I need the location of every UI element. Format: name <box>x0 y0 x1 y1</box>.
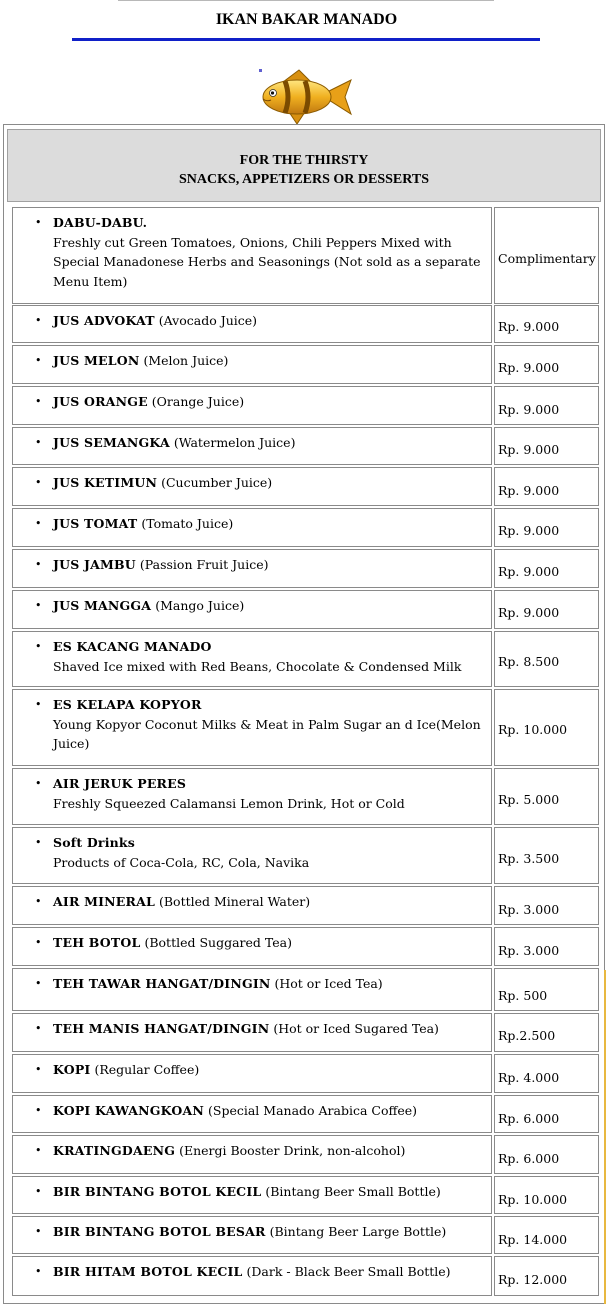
item-price-cell <box>494 886 599 925</box>
item-description-cell <box>12 689 492 766</box>
item-note: (Tomato Juice) <box>141 516 234 531</box>
item-price-cell <box>494 1176 599 1214</box>
item-description-cell <box>12 631 492 687</box>
item-description-cell <box>12 386 492 425</box>
item-price: Rp. 6.000 <box>498 1151 560 1166</box>
menu-item-row <box>12 689 599 766</box>
menu-item-row <box>12 1054 599 1093</box>
item-text <box>53 473 483 493</box>
item-description: Products of Coca-Cola, RC, Cola, Navika <box>53 854 310 870</box>
item-text <box>53 1182 483 1202</box>
item-price: Rp. 14.000 <box>498 1232 568 1247</box>
item-note: (Special Manado Arabica Coffee) <box>208 1103 418 1118</box>
menu-item-row <box>12 467 599 506</box>
section-heading-line-1: FOR THE THIRSTY <box>239 153 369 168</box>
item-price-cell <box>494 689 599 766</box>
item-price-cell <box>494 1256 599 1296</box>
item-text <box>53 774 483 813</box>
item-price: Rp. 8.500 <box>498 654 560 669</box>
item-text <box>53 596 483 616</box>
menu-item-row <box>12 549 599 588</box>
item-description-cell <box>12 1013 492 1052</box>
item-name: BIR BINTANG BOTOL KECIL <box>53 1184 262 1199</box>
item-name: Soft Drinks <box>53 835 136 850</box>
item-name: KRATINGDAENG <box>53 1143 176 1158</box>
page-title: IKAN BAKAR MANADO <box>215 11 398 28</box>
item-description-cell <box>12 827 492 884</box>
bullet-icon: • <box>35 1063 42 1076</box>
item-note: (Hot or Iced Tea) <box>274 976 383 991</box>
item-price-cell <box>494 386 599 425</box>
item-price: Rp.2.500 <box>498 1028 556 1043</box>
item-description-cell <box>12 427 492 465</box>
item-price: Rp. 3.000 <box>498 943 560 958</box>
bullet-icon: • <box>35 698 42 711</box>
item-price-cell <box>494 1216 599 1254</box>
menu-item-row <box>12 1095 599 1133</box>
item-price: Rp. 9.000 <box>498 442 560 457</box>
item-price-cell <box>494 467 599 506</box>
item-name: JUS KETIMUN <box>53 475 158 490</box>
item-text <box>53 213 483 291</box>
item-name: TEH MANIS HANGAT/DINGIN <box>53 1021 270 1036</box>
item-name: BIR BINTANG BOTOL BESAR <box>53 1224 266 1239</box>
item-price: Rp. 5.000 <box>498 792 560 807</box>
item-note: (Cucumber Juice) <box>161 475 273 490</box>
item-description-cell <box>12 886 492 925</box>
item-price-cell <box>494 207 599 304</box>
item-text <box>53 1141 483 1161</box>
item-name: TEH BOTOL <box>53 935 141 950</box>
item-text <box>53 1101 483 1121</box>
item-price-cell <box>494 631 599 687</box>
item-price: Rp. 9.000 <box>498 564 560 579</box>
bullet-icon: • <box>35 1225 42 1238</box>
item-description-cell <box>12 549 492 588</box>
section-heading-line-2: SNACKS, APPETIZERS OR DESSERTS <box>178 172 430 187</box>
item-note: (Mango Juice) <box>155 598 245 613</box>
item-name: AIR JERUK PERES <box>53 776 187 791</box>
item-price: Rp. 3.000 <box>498 902 560 917</box>
item-note: (Hot or Iced Sugared Tea) <box>273 1021 439 1036</box>
title-underline <box>72 38 540 41</box>
menu-item-row <box>12 631 599 687</box>
item-price: Rp. 9.000 <box>498 402 560 417</box>
item-note: (Bottled Mineral Water) <box>158 894 311 909</box>
item-description-cell <box>12 1095 492 1133</box>
item-description-cell <box>12 927 492 966</box>
item-name: JUS ADVOKAT <box>53 313 155 328</box>
menu-item-row <box>12 1216 599 1254</box>
menu-item-row <box>12 345 599 384</box>
item-text <box>53 1019 483 1039</box>
item-description-cell <box>12 768 492 825</box>
item-description-cell <box>12 1054 492 1093</box>
item-text <box>53 433 483 453</box>
item-description-cell <box>12 345 492 384</box>
bullet-icon: • <box>35 436 42 449</box>
item-price: Rp. 10.000 <box>498 1192 568 1207</box>
item-name: JUS ORANGE <box>53 394 148 409</box>
item-name: ES KACANG MANADO <box>53 639 212 654</box>
item-description-cell <box>12 1216 492 1254</box>
item-price-cell <box>494 508 599 547</box>
bullet-icon: • <box>35 1265 42 1278</box>
item-price-cell <box>494 305 599 343</box>
bullet-icon: • <box>35 936 42 949</box>
bullet-icon: • <box>35 1022 42 1035</box>
menu-item-row <box>12 768 599 825</box>
top-divider <box>118 0 494 1</box>
bullet-icon: • <box>35 1185 42 1198</box>
item-price-cell <box>494 427 599 465</box>
item-description-cell <box>12 1256 492 1296</box>
item-name: KOPI <box>53 1062 91 1077</box>
item-price-cell <box>494 549 599 588</box>
item-text <box>53 933 483 953</box>
bullet-icon: • <box>35 1104 42 1117</box>
bullet-icon: • <box>35 599 42 612</box>
menu-item-row <box>12 1013 599 1052</box>
menu-item-row <box>12 968 599 1011</box>
bullet-icon: • <box>35 1144 42 1157</box>
item-text <box>53 695 483 754</box>
item-description-cell <box>12 590 492 629</box>
item-price-cell <box>494 768 599 825</box>
menu-item-row <box>12 1135 599 1174</box>
item-description-cell <box>12 1176 492 1214</box>
item-text <box>53 555 483 575</box>
menu-item-row <box>12 386 599 425</box>
item-description-cell <box>12 207 492 304</box>
item-price: Rp. 4.000 <box>498 1070 560 1085</box>
item-note: (Passion Fruit Juice) <box>139 557 269 572</box>
item-price-cell <box>494 590 599 629</box>
item-price-cell <box>494 1013 599 1052</box>
menu-item-row <box>12 1176 599 1214</box>
item-text <box>53 351 483 371</box>
item-price: Rp. 6.000 <box>498 1111 560 1126</box>
item-price: Rp. 9.000 <box>498 360 560 375</box>
item-text <box>53 892 483 912</box>
item-name: AIR MINERAL <box>53 894 155 909</box>
fish-icon <box>259 68 355 126</box>
bullet-icon: • <box>35 558 42 571</box>
item-description-cell <box>12 508 492 547</box>
item-description-cell <box>12 305 492 343</box>
bullet-icon: • <box>35 836 42 849</box>
item-description: Shaved Ice mixed with Red Beans, Chocolate & Condensed Milk <box>53 658 462 674</box>
item-name: JUS TOMAT <box>53 516 138 531</box>
menu-item-row <box>12 927 599 966</box>
item-text <box>53 392 483 412</box>
item-name: JUS JAMBU <box>53 557 136 572</box>
item-price: Rp. 3.500 <box>498 851 560 866</box>
item-price: Rp. 500 <box>498 988 548 1003</box>
bullet-icon: • <box>35 517 42 530</box>
bullet-icon: • <box>35 216 42 229</box>
item-text <box>53 514 483 534</box>
item-note: (Bintang Beer Large Bottle) <box>269 1224 447 1239</box>
item-description-cell <box>12 968 492 1011</box>
menu-item-row <box>12 508 599 547</box>
item-note: (Watermelon Juice) <box>173 435 296 450</box>
item-name: BIR HITAM BOTOL KECIL <box>53 1264 243 1279</box>
item-description: Freshly Squeezed Calamansi Lemon Drink, Hot or Cold <box>53 795 405 811</box>
menu-item-row <box>12 207 599 304</box>
item-price-cell <box>494 1135 599 1174</box>
bullet-icon: • <box>35 314 42 327</box>
item-price: Rp. 9.000 <box>498 605 560 620</box>
bullet-icon: • <box>35 395 42 408</box>
item-name: JUS MELON <box>53 353 140 368</box>
item-text <box>53 833 483 872</box>
item-price-cell <box>494 345 599 384</box>
bullet-icon: • <box>35 640 42 653</box>
item-description-cell <box>12 1135 492 1174</box>
item-note: (Melon Juice) <box>143 353 229 368</box>
item-note: (Dark - Black Beer Small Bottle) <box>246 1264 451 1279</box>
item-price-cell <box>494 927 599 966</box>
menu-item-row <box>12 427 599 465</box>
item-note: (Orange Juice) <box>151 394 245 409</box>
bullet-icon: • <box>35 777 42 790</box>
menu-item-row <box>12 590 599 629</box>
item-price-cell <box>494 1054 599 1093</box>
item-text <box>53 311 483 331</box>
item-text <box>53 974 483 994</box>
item-price: Complimentary <box>498 251 596 266</box>
item-price-cell <box>494 1095 599 1133</box>
decorative-dot <box>259 69 262 72</box>
bullet-icon: • <box>35 895 42 908</box>
bullet-icon: • <box>35 977 42 990</box>
item-name: DABU-DABU. <box>53 215 148 230</box>
menu-item-row <box>12 886 599 925</box>
item-text <box>53 637 483 676</box>
menu-item-row <box>12 305 599 343</box>
bullet-icon: • <box>35 354 42 367</box>
menu-item-row <box>12 827 599 884</box>
item-note: (Bottled Suggared Tea) <box>144 935 292 950</box>
item-name: ES KELAPA KOPYOR <box>53 697 202 712</box>
item-text <box>53 1060 483 1080</box>
item-description: Young Kopyor Coconut Milks & Meat in Palm Sugar an d Ice(Melon Juice) <box>53 716 481 751</box>
item-price-cell <box>494 968 599 1011</box>
item-description: Freshly cut Green Tomatoes, Onions, Chili Peppers Mixed with Special Manadonese Herbs and Seasonings (Not sold as a separate Menu Item) <box>53 234 481 289</box>
item-name: KOPI KAWANGKOAN <box>53 1103 205 1118</box>
item-name: JUS MANGGA <box>53 598 152 613</box>
item-name: TEH TAWAR HANGAT/DINGIN <box>53 976 271 991</box>
item-price: Rp. 9.000 <box>498 319 560 334</box>
item-note: (Regular Coffee) <box>94 1062 200 1077</box>
item-name: JUS SEMANGKA <box>53 435 170 450</box>
item-price-cell <box>494 827 599 884</box>
side-accent-line <box>604 970 606 1304</box>
item-note: (Bintang Beer Small Bottle) <box>265 1184 441 1199</box>
item-price: Rp. 12.000 <box>498 1272 568 1287</box>
item-description-cell <box>12 467 492 506</box>
section-header <box>7 129 601 202</box>
item-note: (Avocado Juice) <box>158 313 258 328</box>
item-text <box>53 1222 483 1242</box>
item-text <box>53 1262 483 1282</box>
bullet-icon: • <box>35 476 42 489</box>
item-price: Rp. 9.000 <box>498 523 560 538</box>
item-price: Rp. 10.000 <box>498 722 568 737</box>
menu-item-row <box>12 1256 599 1296</box>
item-price: Rp. 9.000 <box>498 483 560 498</box>
item-note: (Energi Booster Drink, non-alcohol) <box>179 1143 406 1158</box>
